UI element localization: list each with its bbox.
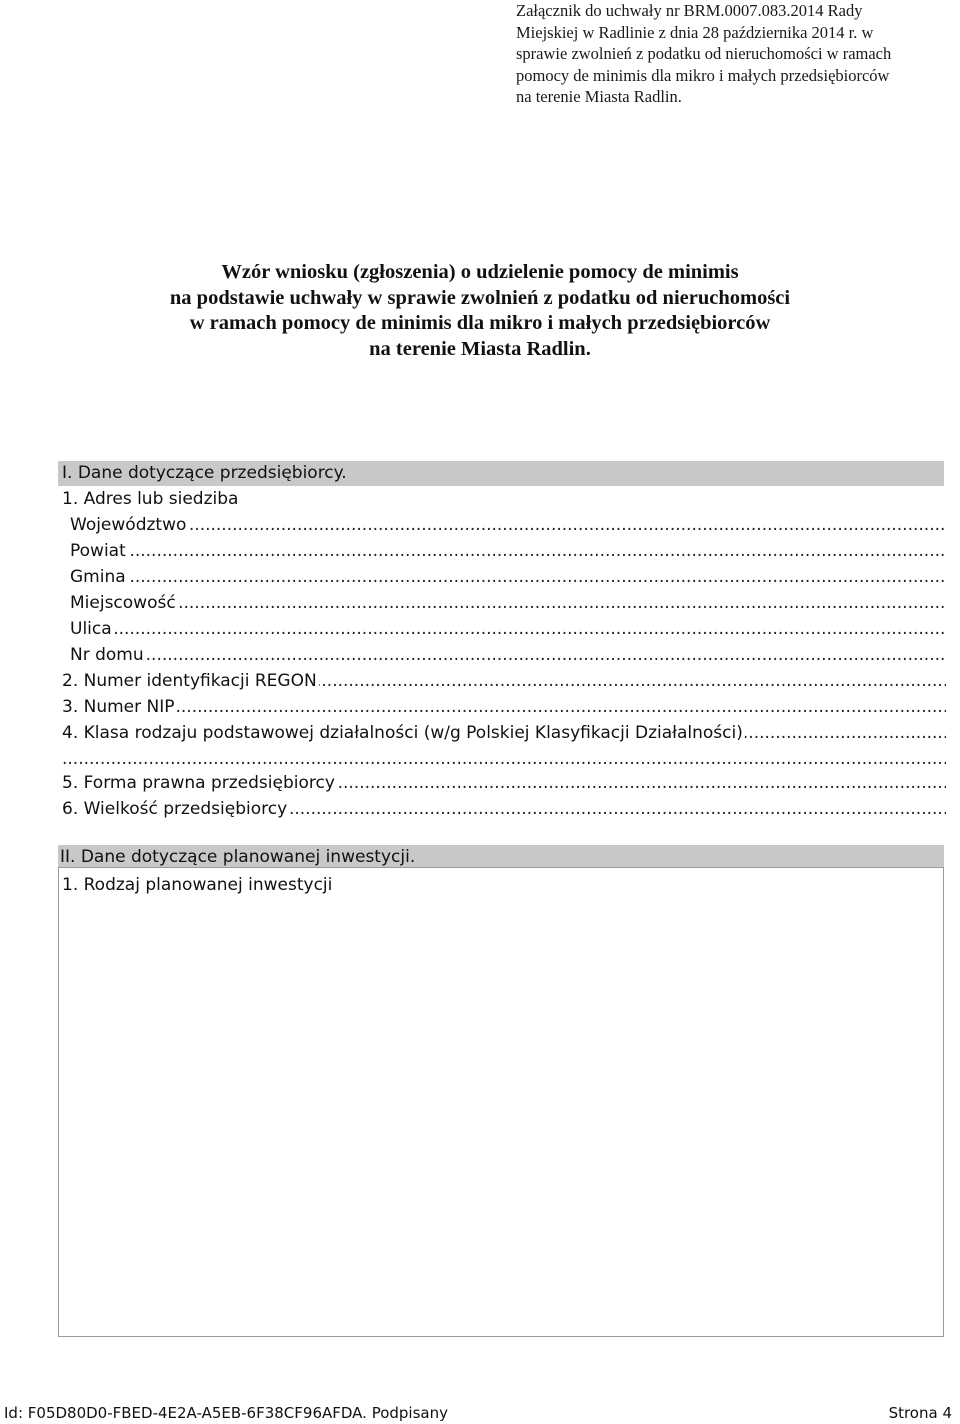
locality-label: Miejscowość <box>70 593 176 613</box>
house-number-label: Nr domu <box>70 645 144 665</box>
document-id-signature: Id: F05D80D0-FBED-4E2A-A5EB-6F38CF96AFDA. Podpisany <box>4 1404 448 1422</box>
attachment-note-line: na terenie Miasta Radlin. <box>516 87 682 106</box>
legal-form-field[interactable] <box>62 771 946 796</box>
title-line: na podstawie uchwały w sprawie zwolnień z podatku od nieruchomości <box>169 286 791 309</box>
activity-class-continuation[interactable] <box>62 747 946 772</box>
document-title <box>0 260 960 362</box>
page-number: Strona 4 <box>888 1404 952 1422</box>
attachment-note-line: pomocy de minimis dla mikro i małych przedsiębiorców <box>516 65 890 85</box>
street-label: Ulica <box>70 619 112 639</box>
legal-form-label: 5. Forma prawna przedsiębiorcy <box>62 773 335 793</box>
nip-label: 3. Numer NIP <box>62 697 175 717</box>
nip-field[interactable] <box>62 695 946 720</box>
attachment-note-line: Załącznik do uchwały nr BRM.0007.083.2014 Rady <box>516 1 863 20</box>
attachment-note-line: Miejskiej w Radlinie z dnia 28 października 2014 r. w <box>516 22 874 42</box>
voivodeship-field[interactable] <box>70 513 946 538</box>
voivodeship-label: Województwo <box>70 515 187 535</box>
section-1-title: I. Dane dotyczące przedsiębiorcy. <box>62 463 347 483</box>
commune-field[interactable] <box>70 565 946 590</box>
activity-class-label: 4. Klasa rodzaju podstawowej działalności (w/g Polskiej Klasyfikacji Działalności) <box>62 723 743 743</box>
regon-field[interactable] <box>62 669 946 694</box>
investment-type-label: 1. Rodzaj planowanej inwestycji <box>62 875 333 895</box>
regon-label: 2. Numer identyfikacji REGON <box>62 671 317 691</box>
investment-type-box[interactable] <box>58 867 944 1337</box>
activity-class-field[interactable] <box>62 721 946 746</box>
section-2-title: II. Dane dotyczące planowanej inwestycji. <box>60 847 416 867</box>
district-label: Powiat <box>70 541 126 561</box>
attachment-note <box>516 0 946 108</box>
locality-field[interactable] <box>70 591 946 616</box>
address-heading <box>62 487 946 512</box>
attachment-note-line: sprawie zwolnień z podatku od nieruchomości w ramach <box>516 44 892 63</box>
commune-label: Gmina <box>70 567 126 587</box>
title-line: na terenie Miasta Radlin. <box>369 337 591 360</box>
company-size-field[interactable] <box>62 797 946 822</box>
district-field[interactable] <box>70 539 946 564</box>
company-size-label: 6. Wielkość przedsiębiorcy <box>62 799 288 819</box>
house-number-field[interactable] <box>70 643 946 668</box>
street-field[interactable] <box>70 617 946 642</box>
title-line: Wzór wniosku (zgłoszenia) o udzielenie pomocy de minimis <box>221 261 739 283</box>
address-heading-label: 1. Adres lub siedziba <box>62 489 239 509</box>
title-line: w ramach pomocy de minimis dla mikro i małych przedsiębiorców <box>189 312 771 334</box>
